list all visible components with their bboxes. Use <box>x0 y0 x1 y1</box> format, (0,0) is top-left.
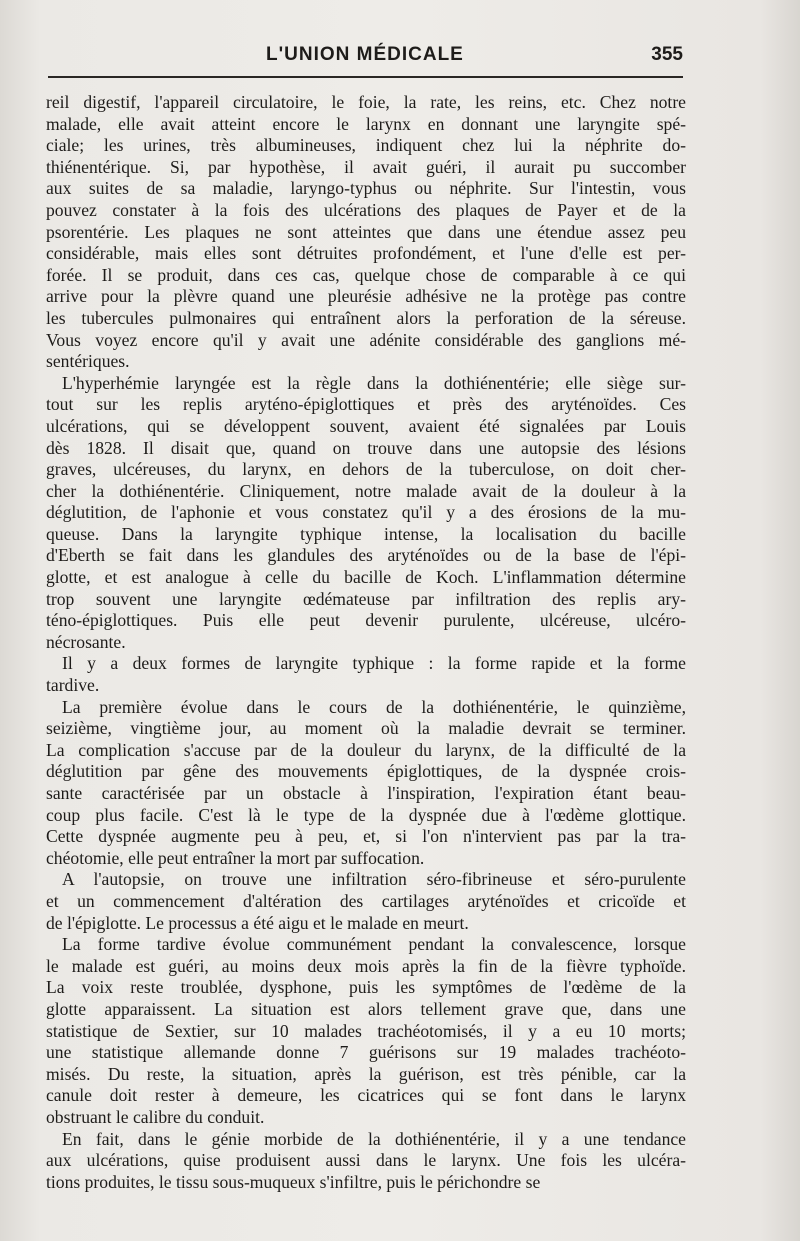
paragraph <box>46 92 686 373</box>
text-line: aux suites de sa maladie, laryngo-typhus ou néphrite. Sur l'intestin, vous <box>46 178 686 199</box>
text-line: chéotomie, elle peut entraîner la mort par suffocation. <box>46 847 425 868</box>
text-line: d'Eberth se fait dans les glandules des aryténoïdes ou de la base de l'épi- <box>46 545 686 566</box>
text-line: les tubercules pulmonaires qui entraînent alors la perforation de la séreuse. <box>46 307 686 328</box>
text-line: Vous voyez encore qu'il y avait une adénite considérable des ganglions mé- <box>46 329 686 350</box>
text-line: La complication s'accuse par de la douleur du larynx, de la difficulté de la <box>46 739 686 760</box>
text-line: de l'épiglotte. Le processus a été aigu et le malade en meurt. <box>46 912 469 933</box>
paragraph <box>46 1129 686 1194</box>
running-header <box>48 44 683 70</box>
text-line: glotte, et est analogue à celle du bacille de Koch. L'inflammation détermine <box>46 567 686 588</box>
text-line: une statistique allemande donne 7 guérisons sur 19 malades trachéoto- <box>46 1042 686 1063</box>
text-line: canule doit rester à demeure, les cicatrices qui se font dans le larynx <box>46 1085 686 1106</box>
text-line: statistique de Sextier, sur 10 malades trachéotomisés, il y a eu 10 morts; <box>46 1020 686 1041</box>
paragraph <box>46 934 686 1128</box>
text-line: pouvez constater à la fois des ulcérations des plaques de Payer et de la <box>46 199 686 220</box>
text-line: aux ulcérations, quise produisent aussi dans le larynx. Une fois les ulcéra- <box>46 1150 686 1171</box>
text-line: sante caractérisée par un obstacle à l'inspiration, l'expiration étant beau- <box>46 783 686 803</box>
journal-title: L'UNION MÉDICALE <box>266 44 464 65</box>
text-line: nécrosante. <box>46 631 126 652</box>
text-line: A l'autopsie, on trouve une infiltration séro-fibrineuse et séro-purulente <box>62 869 686 890</box>
paragraph <box>46 653 686 696</box>
text-line: misés. Du reste, la situation, après la guérison, est très pénible, car la <box>46 1063 686 1084</box>
page-number: 355 <box>651 44 683 65</box>
paragraph <box>46 869 686 934</box>
text-line: malade, elle avait atteint encore le larynx en donnant une laryngite spé- <box>46 113 686 134</box>
paragraph <box>46 373 686 654</box>
text-line: coup plus facile. C'est là le type de la dyspnée due à l'œdème glottique. <box>46 804 686 825</box>
text-line: seizième, vingtième jour, au moment où la maladie devrait se terminer. <box>46 718 686 739</box>
text-line: et un commencement d'altération des cartilages aryténoïdes et cricoïde et <box>46 890 686 911</box>
text-line: dès 1828. Il disait que, quand on trouve dans une autopsie des lésions <box>46 437 686 458</box>
text-line: tions produites, le tissu sous-muqueux s'infiltre, puis le périchondre se <box>46 1171 541 1192</box>
text-line: L'hyperhémie laryngée est la règle dans la dothiénentérie; elle siège sur- <box>62 372 686 393</box>
text-line: glotte apparaissent. La situation est alors tellement grave que, dans une <box>46 998 686 1019</box>
article-body <box>46 92 686 1193</box>
text-line: sentériques. <box>46 351 130 372</box>
text-line: La première évolue dans le cours de la dothiénentérie, le quinzième, <box>62 696 686 717</box>
text-line: arrive pour la plèvre quand une pleurésie adhésive ne la protège pas contre <box>46 286 686 307</box>
text-line: ciale; les urines, très albumineuses, indiquent chez lui la néphrite do- <box>46 135 686 156</box>
text-line: queuse. Dans la laryngite typhique intense, la localisation du bacille <box>46 523 686 544</box>
text-line: forée. Il se produit, dans ces cas, quelque chose de comparable à ce qui <box>46 264 686 285</box>
text-line: thiénentérique. Si, par hypothèse, il avait guéri, il aurait pu succomber <box>46 156 686 177</box>
text-line: tardive. <box>46 675 100 696</box>
text-line: considérable, mais elles sont détruites profondément, et l'une d'elle est per- <box>46 243 686 264</box>
text-line: le malade est guéri, au moins deux mois après la fin de la fièvre typhoïde. <box>46 955 686 976</box>
text-line: ulcérations, qui se développent souvent, avaient été signalées par Louis <box>46 415 686 436</box>
text-line: graves, ulcéreuses, du larynx, en dehors de la tuberculose, on doit cher- <box>46 459 686 480</box>
text-line: cher la dothiénentérie. Cliniquement, notre malade avait de la douleur à la <box>46 480 686 501</box>
text-line: déglutition par gêne des mouvements épiglottiques, de la dyspnée crois- <box>46 761 686 782</box>
text-line: psorentérie. Les plaques ne sont atteintes que dans une étendue assez peu <box>46 221 686 242</box>
paragraph <box>46 697 686 870</box>
text-line: La voix reste troublée, dysphone, puis les symptômes de l'œdème de la <box>46 977 686 998</box>
text-line: Il y a deux formes de laryngite typhique : la forme rapide et la forme <box>62 653 686 674</box>
text-line: reil digestif, l'appareil circulatoire, le foie, la rate, les reins, etc. Chez notre <box>46 92 686 112</box>
text-line: déglutition, de l'aphonie et vous constatez qu'il y a des érosions de la mu- <box>46 502 686 523</box>
text-line: téno-épiglottiques. Puis elle peut devenir purulente, ulcéreuse, ulcéro- <box>46 610 686 631</box>
header-rule <box>48 76 683 78</box>
text-line: La forme tardive évolue communément pendant la convalescence, lorsque <box>62 934 686 955</box>
text-line: Cette dyspnée augmente peu à peu, et, si l'on n'intervient pas par la tra- <box>46 826 686 847</box>
text-line: obstruant le calibre du conduit. <box>46 1106 265 1127</box>
text-line: tout sur les replis aryténo-épiglottiques et près des aryténoïdes. Ces <box>46 394 686 415</box>
text-line: En fait, dans le génie morbide de la dothiénentérie, il y a une tendance <box>62 1128 686 1149</box>
text-line: trop souvent une laryngite œdémateuse par infiltration des replis ary- <box>46 588 686 609</box>
